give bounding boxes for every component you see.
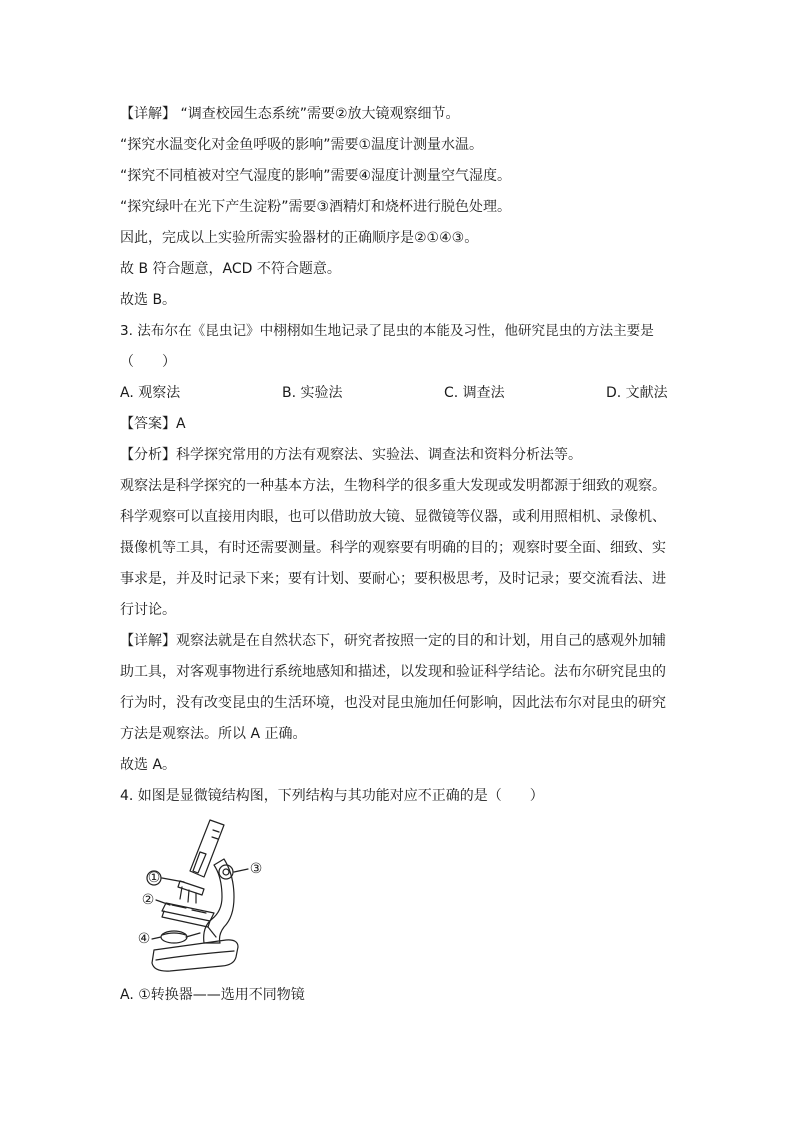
analysis-line-3: 科学观察可以直接用肉眼，也可以借助放大镜、显微镜等仪器，或利用照相机、录像机、 [120, 509, 666, 525]
detail-line-1: 【详解】 “调查校园生态系统”需要②放大镜观察细节。 [120, 106, 460, 122]
question-3-options [120, 383, 680, 403]
detail2-line-5: 故选 A。 [120, 757, 177, 773]
microscope-base [152, 940, 238, 971]
question-3-bracket: （ ） [120, 354, 176, 370]
detail2-line-4: 方法是观察法。所以 A 正确。 [120, 726, 307, 742]
microscope-figure [126, 815, 286, 980]
option-d: D. 文献法 [606, 385, 668, 401]
detail2-line-1: 【详解】观察法就是在自然状态下，研究者按照一定的目的和计划，用自己的感观外加辅 [120, 633, 666, 649]
option-b: B. 实验法 [282, 385, 343, 401]
detail-line-7: 故选 B。 [120, 292, 177, 308]
option-c: C. 调查法 [444, 385, 505, 401]
analysis-line-2: 观察法是科学探究的一种基本方法，生物科学的很多重大发现或发明都源于细致的观察。 [120, 478, 666, 494]
figure-label-3: ③ [249, 861, 263, 877]
detail2-line-3: 行为时，没有改变昆虫的生活环境，也没对昆虫施加任何影响，因此法布尔对昆虫的研究 [120, 695, 666, 711]
question-4-stem: 4. 如图是显微镜结构图，下列结构与其功能对应不正确的是（ ） [120, 788, 544, 804]
question-3-answer: 【答案】A [120, 416, 186, 432]
analysis-line-4: 摄像机等工具，有时还需要测量。科学的观察要有明确的目的；观察时要全面、细致、实 [120, 540, 666, 556]
detail-line-2: “探究水温变化对金鱼呼吸的影响”需要①温度计测量水温。 [120, 137, 484, 153]
figure-label-4: ④ [137, 931, 151, 947]
analysis-line-1: 【分析】科学探究常用的方法有观察法、实验法、调查法和资料分析法等。 [120, 447, 582, 463]
detail-line-5: 因此，完成以上实验所需实验器材的正确顺序是②①④③。 [120, 230, 479, 246]
analysis-line-6: 行讨论。 [120, 602, 176, 618]
detail2-line-2: 助工具，对客观事物进行系统地感知和描述，以发现和验证科学结论。法布尔研究昆虫的 [120, 664, 666, 680]
microscope-tube [190, 820, 224, 877]
analysis-line-5: 事求是，并及时记录下来；要有计划、要耐心；要积极思考，及时记录；要交流看法、进 [120, 571, 666, 587]
question-3-stem: 3. 法布尔在《昆虫记》中栩栩如生地记录了昆虫的本能及习性，他研究昆虫的方法主要是 [120, 323, 654, 339]
detail-line-3: “探究不同植被对空气湿度的影响”需要④湿度计测量空气湿度。 [120, 168, 512, 184]
figure-label-1: ① [147, 870, 161, 886]
adjustment-knob [219, 865, 233, 879]
detail-line-4: “探究绿叶在光下产生淀粉”需要③酒精灯和烧杯进行脱色处理。 [120, 199, 512, 215]
detail-line-6: 故 B 符合题意，ACD 不符合题意。 [120, 261, 341, 277]
question-4-option-a: A. ①转换器——选用不同物镜 [120, 987, 305, 1003]
option-a: A. 观察法 [120, 385, 181, 401]
figure-label-2: ② [141, 892, 155, 908]
